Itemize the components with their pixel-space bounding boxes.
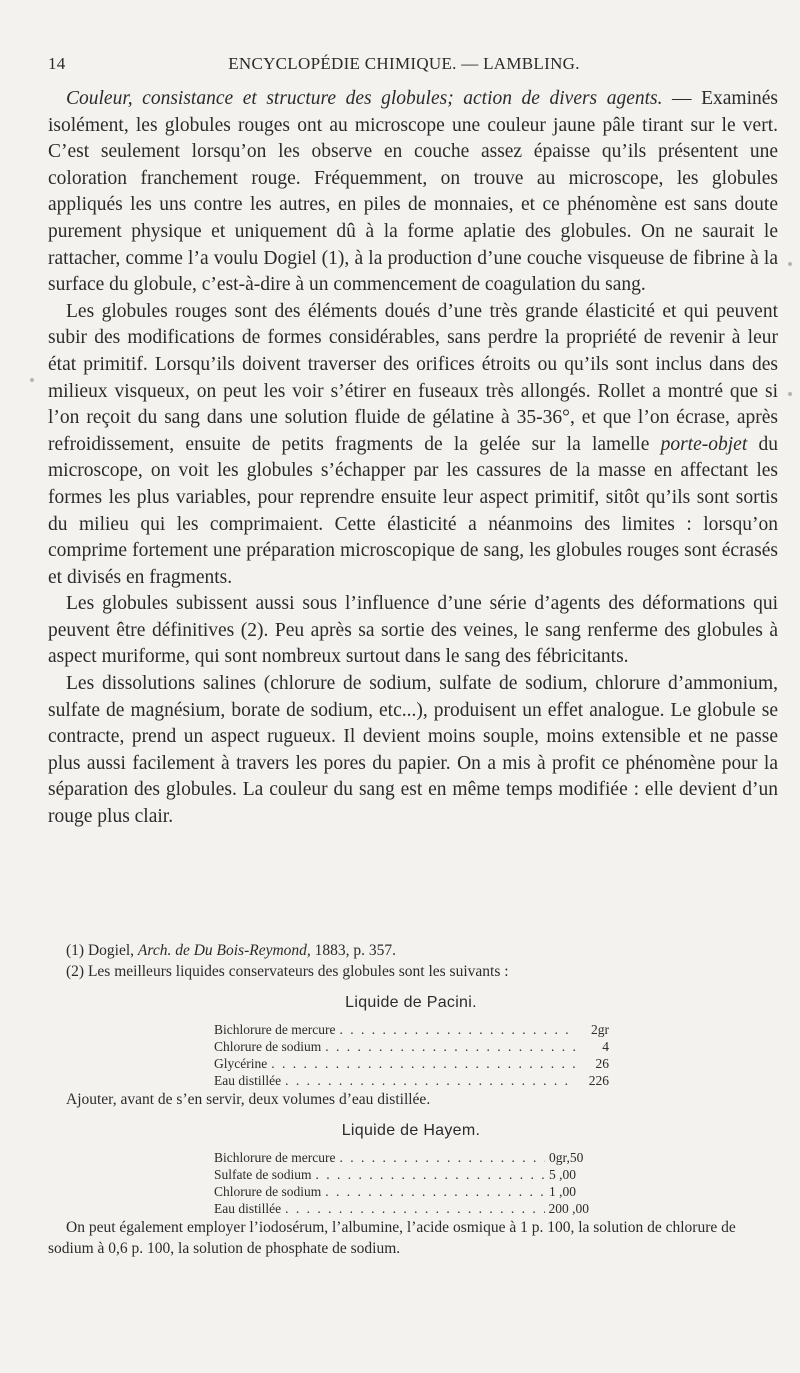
pacini-recipe xyxy=(214,1021,609,1089)
ingredient-quantity: 0gr,50 xyxy=(549,1150,584,1165)
recipe-row xyxy=(214,1072,609,1089)
ingredient-quantity: 26 xyxy=(595,1056,609,1071)
closing-note: On peut également employer l’iodosérum, l’albumine, l’acide osmique à 1 p. 100, la solution de chlorure de sodium à 0,6 p. 100, la solution de phosphate de sodium. xyxy=(48,1219,736,1257)
recipe-row xyxy=(214,1021,609,1038)
hayem-recipe xyxy=(214,1149,589,1217)
ingredient-name: Eau distillée xyxy=(214,1201,282,1216)
footnote-1 xyxy=(48,940,774,961)
recipe-row xyxy=(214,1200,589,1217)
ingredient-quantity: 4 xyxy=(602,1039,609,1054)
ingredient-quantity: 1 ,00 xyxy=(549,1184,576,1199)
recipe-row xyxy=(214,1055,609,1072)
recipe-row xyxy=(214,1038,609,1055)
leader-dots xyxy=(325,1183,545,1200)
paper-speck xyxy=(788,262,792,266)
footnote-2: (2) Les meilleurs liquides conservateurs des globules sont les suivants : xyxy=(66,963,509,980)
ingredient-name: Glycérine xyxy=(214,1056,268,1071)
ingredient-name: Bichlorure de mercure xyxy=(214,1150,336,1165)
running-title: ENCYCLOPÉDIE CHIMIQUE. — LAMBLING. xyxy=(228,54,580,73)
leader-dots xyxy=(285,1072,575,1089)
pacini-title: Liquide de Pacini. xyxy=(345,994,477,1011)
recipe-row xyxy=(214,1166,589,1183)
footnotes xyxy=(48,940,774,1259)
leader-dots xyxy=(271,1055,575,1072)
main-text xyxy=(48,86,778,831)
ingredient-quantity: 2gr xyxy=(591,1022,609,1037)
leader-dots xyxy=(339,1021,575,1038)
leader-dots xyxy=(285,1200,544,1217)
paragraph-4: Les dissolutions salines (chlorure de sodium, sulfate de sodium, chlorure d’ammonium, sulfate de magnésium, borate de sodium, etc...), produisent un effet analogue. Le globule se contracte, prend un aspect rugueux. Il devient moins souple, moins extensible et ne passe plus aussi facilement à travers les pores du papier. On a mis à profit ce phénomène pour la séparation des globules. La couleur du sang est en même temps modifiée : elle devient d’un rouge plus clair. xyxy=(48,673,778,828)
ingredient-quantity: 200 ,00 xyxy=(548,1201,589,1216)
ingredient-quantity: 5 ,00 xyxy=(549,1167,576,1182)
ingredient-name: Eau distillée xyxy=(214,1073,282,1088)
footnote-1-italic: Arch. de Du Bois-Reymond, xyxy=(137,942,311,959)
paragraph-2-text-b: du microscope, on voit les globules s’échapper par les cassures de la masse en affectant les formes les plus variables, pour reprendre ensuite leur aspect primitif, sitôt qu’ils sont sortis du milieu qui les comprimaient. Cette élasticité a néanmoins des limites : lorsqu’on comprime fortement une préparation microscopique de sang, les globules rouges sont écrasés et divisés en fragments. xyxy=(48,433,778,588)
ingredient-name: Chlorure de sodium xyxy=(214,1039,322,1054)
paragraph-2-text-a: Les globules rouges sont des éléments doués d’une très grande élasticité et qui peuvent subir des modifications de formes considérables, sans perdre la propriété de revenir à leur état primitif. Lorsqu’ils doivent traverser des orifices étroits ou qu’ils sont inclus dans des milieux visqueux, on peut les voir s’étirer en fuseaux très allongés. Rollet a montré que si l’on reçoit du sang dans une solution fluide de gélatine à 35-36°, et que l’on écrase, après refroidissement, ensuite de petits fragments de la gelée sur la lamelle xyxy=(48,300,778,455)
leader-dots xyxy=(339,1149,545,1166)
leader-dots xyxy=(325,1038,575,1055)
recipe-row xyxy=(214,1183,589,1200)
section-heading-italic: Couleur, consistance et structure des globules; action de divers agents. xyxy=(66,88,663,109)
ingredient-name: Chlorure de sodium xyxy=(214,1184,322,1199)
ingredient-name: Sulfate de sodium xyxy=(214,1167,312,1182)
paragraph-1 xyxy=(48,86,778,299)
paper-speck xyxy=(788,392,792,396)
leader-dots xyxy=(316,1166,546,1183)
paragraph-2 xyxy=(48,299,778,592)
paragraph-2-italic: porte-objet xyxy=(660,433,748,455)
paragraph-1-text: — Examinés isolément, les globules rouges ont au microscope une couleur jaune pâle tirant sur le vert. C’est seulement lorsqu’on les observe en couche assez épaisse qu’ils présentent une coloration franchement rouge. Fréquemment, on trouve au microscope, les globules appliqués les uns contre les autres, en piles de monnaies, et ce phénomène est sans doute purement physique et uniquement dû à la forme aplatie des globules. On ne saurait le rattacher, comme l’a voulu Dogiel (1), à la production d’une couche visqueuse de fibrine à la surface du globule, c’est-à-dire à un commencement de coagulation du sang. xyxy=(48,88,778,296)
paragraph-3: Les globules subissent aussi sous l’influence d’une série d’agents des déformations qui peuvent être définitives (2). Peu après sa sortie des veines, le sang renferme des globules à aspect muriforme, qui sont nombreux surtout dans le sang des fébricitants. xyxy=(48,593,778,668)
running-header xyxy=(48,54,760,80)
paper-speck xyxy=(30,378,34,382)
page-number: 14 xyxy=(48,54,66,73)
hayem-title: Liquide de Hayem. xyxy=(341,1122,481,1139)
ingredient-name: Bichlorure de mercure xyxy=(214,1022,336,1037)
recipe-row xyxy=(214,1149,589,1166)
footnote-1-b: 1883, p. 357. xyxy=(310,942,397,959)
ingredient-quantity: 226 xyxy=(588,1073,609,1088)
footnote-1-a: (1) Dogiel, xyxy=(66,942,138,959)
pacini-instruction: Ajouter, avant de s’en servir, deux volumes d’eau distillée. xyxy=(66,1091,431,1108)
